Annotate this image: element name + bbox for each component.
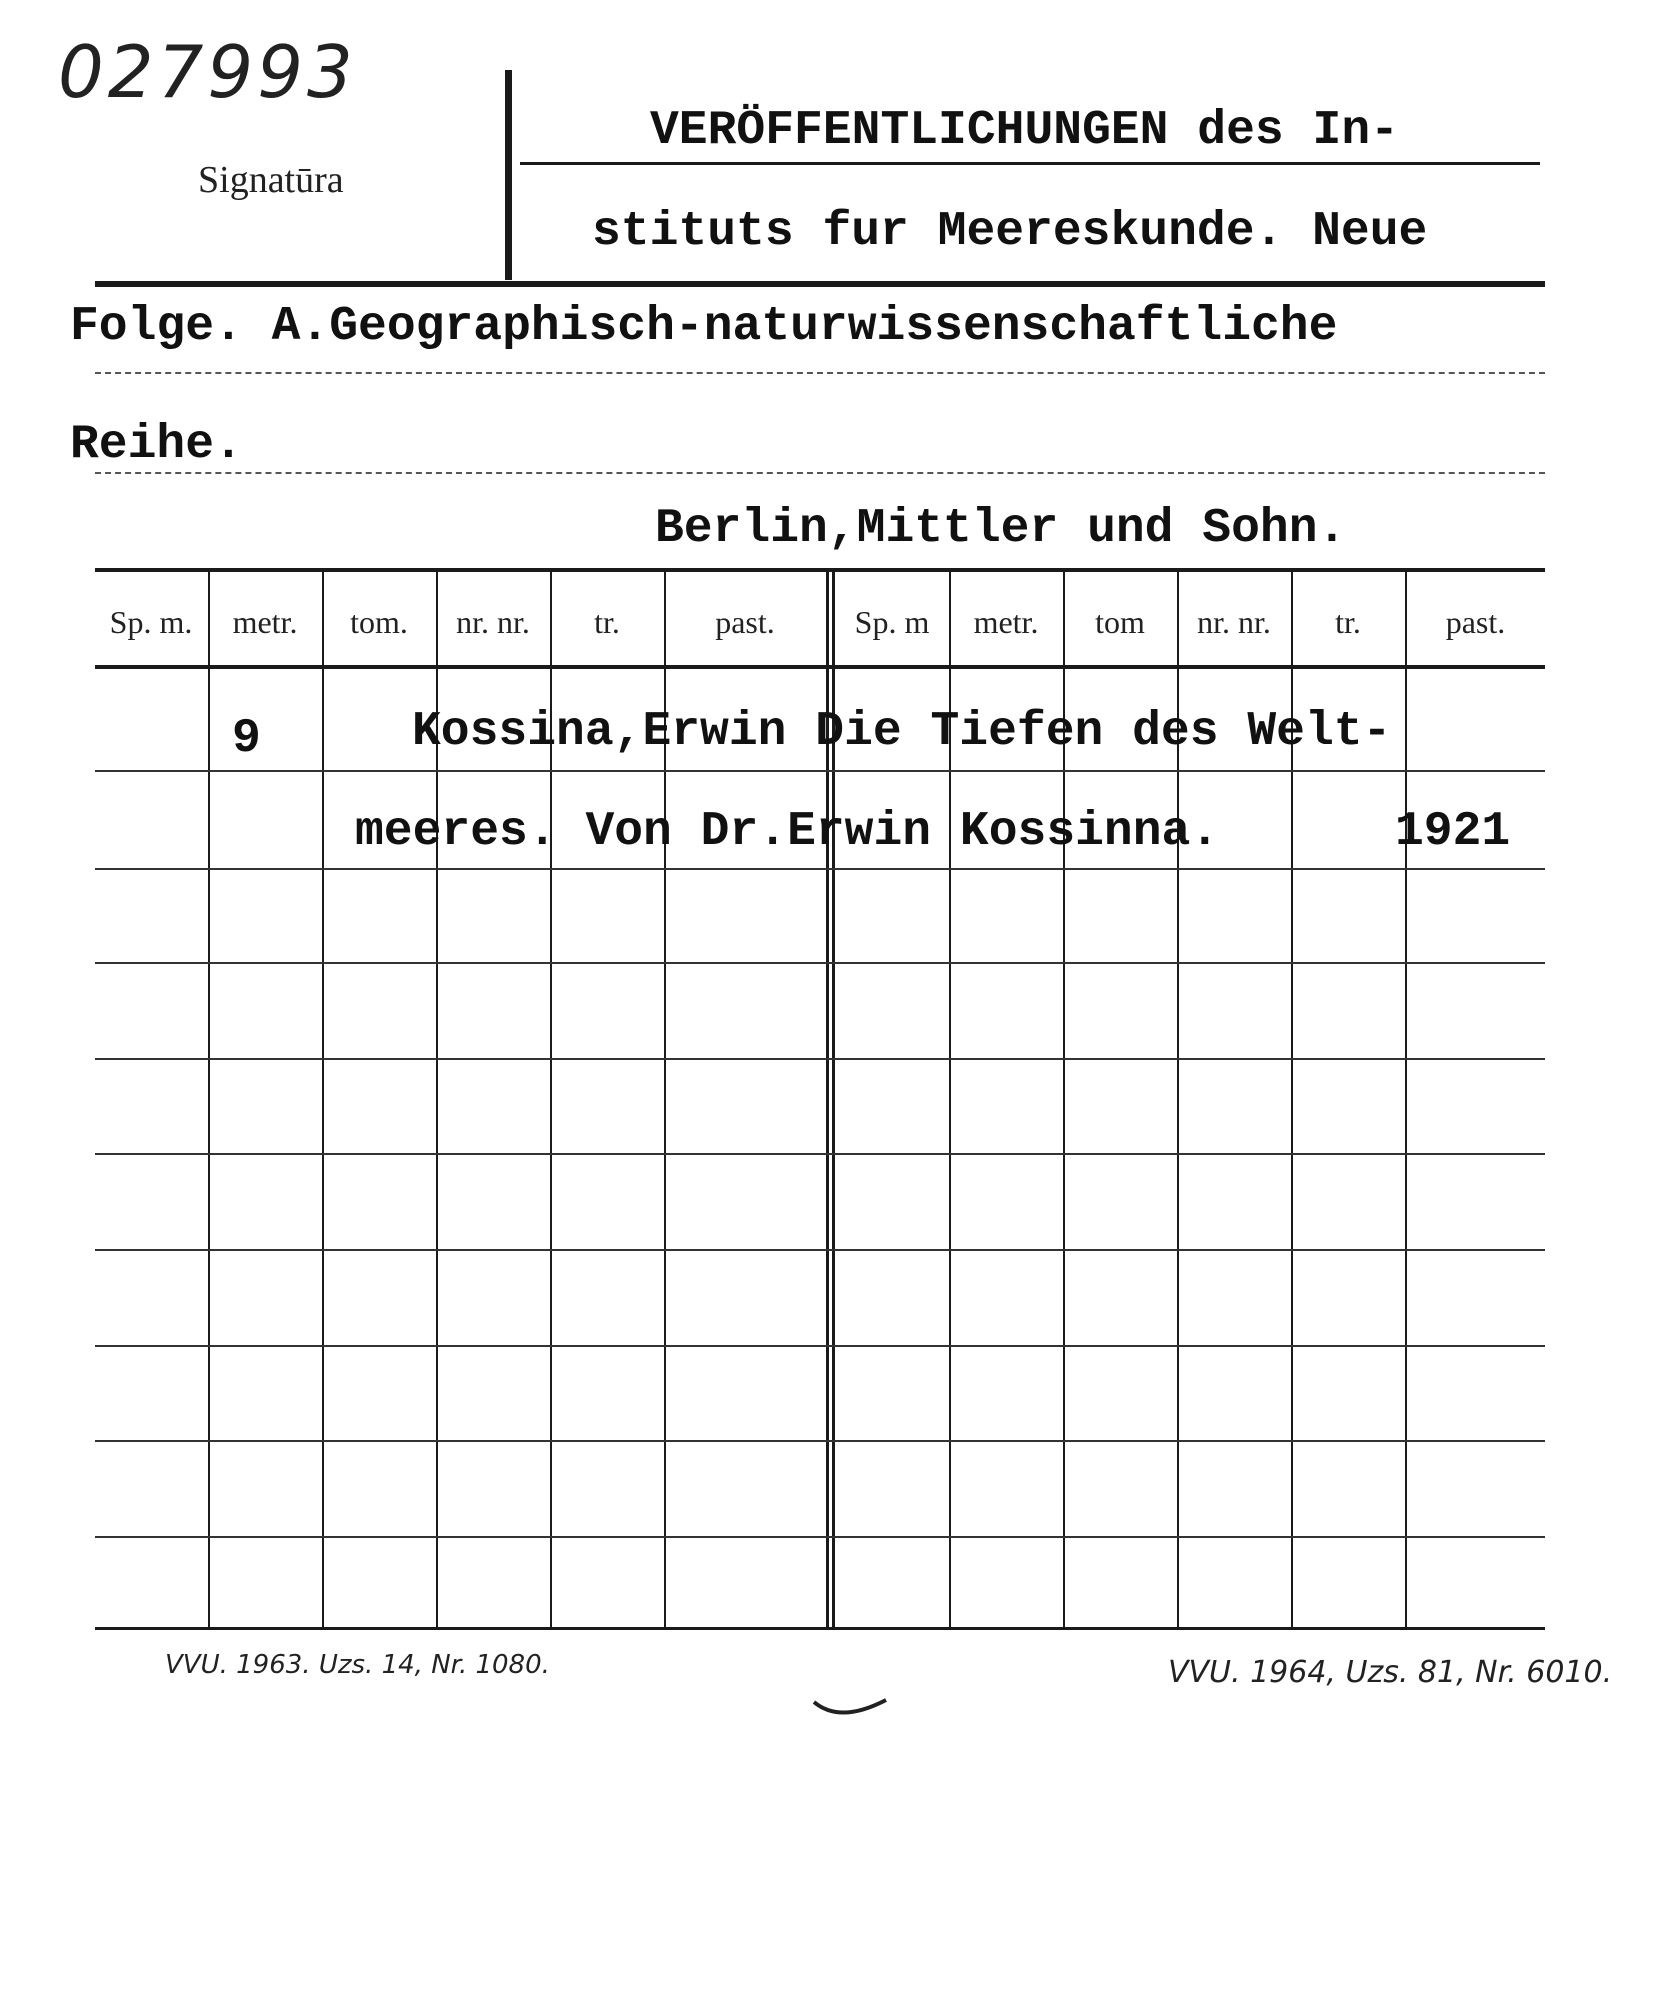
col-head-sp-m: Sp. m. [109, 604, 193, 640]
table-row-rule [95, 962, 1545, 964]
table-header-rule [95, 665, 1545, 669]
col-head-metr: metr. [232, 604, 298, 640]
entry-year: 1921 [1395, 805, 1511, 859]
title-rule [520, 162, 1540, 165]
title-line-4: Reihe. [70, 418, 243, 472]
table-row-rule [95, 868, 1545, 870]
check-mark-icon [810, 1690, 890, 1730]
dotted-rule [95, 472, 1545, 474]
column-divider [1405, 572, 1407, 1627]
col-head-tom: tom. [350, 604, 408, 640]
col-head-tr: tr. [594, 604, 620, 640]
table-bottom-rule [95, 1627, 1545, 1630]
table-row-rule [95, 1058, 1545, 1060]
col-head-nr: nr. nr. [456, 604, 530, 640]
entry-title-line-1: Kossina,Erwin Die Tiefen des Welt- [412, 705, 1392, 759]
col-head-past: past. [715, 604, 775, 640]
title-line-2: stituts fur Meereskunde. Neue [592, 205, 1428, 259]
table-top-rule [95, 568, 1545, 572]
card-number: 027993 [58, 30, 357, 114]
handwritten-note-right: VVU. 1964, Uzs. 81, Nr. 6010. [1168, 1655, 1613, 1690]
entry-title-line-2: meeres. Von Dr.Erwin Kossinna. [355, 805, 1220, 859]
dotted-rule [95, 372, 1545, 374]
table-row-rule [95, 1249, 1545, 1251]
table-row-rule [95, 1153, 1545, 1155]
signatura-label: Signatūra [198, 159, 344, 201]
handwritten-note-left: VVU. 1963. Uzs. 14, Nr. 1080. [165, 1650, 550, 1680]
column-divider [322, 572, 324, 1627]
col-head-past-right: past. [1445, 604, 1506, 640]
title-line-1: VERÖFFENTLICHUNGEN des In- [650, 104, 1399, 158]
table-row-rule [95, 1440, 1545, 1442]
col-head-tr-right: tr. [1335, 604, 1361, 640]
header-thick-rule [95, 281, 1545, 287]
entry-volume-number: 9 [232, 712, 261, 766]
col-head-sp-m-right: Sp. m [854, 604, 930, 640]
title-line-3: Folge. A.Geographisch-naturwissenschaftliche [70, 300, 1338, 354]
table-row-rule [95, 770, 1545, 772]
table-row-rule [95, 1536, 1545, 1538]
table-row-rule [95, 1345, 1545, 1347]
col-head-metr-right: metr. [973, 604, 1039, 640]
header-divider [505, 70, 512, 280]
col-head-nr-right: nr. nr. [1197, 604, 1271, 640]
col-head-tom-right: tom [1095, 604, 1145, 640]
column-divider [208, 572, 210, 1627]
publisher: Berlin,Mittler und Sohn. [655, 502, 1347, 556]
